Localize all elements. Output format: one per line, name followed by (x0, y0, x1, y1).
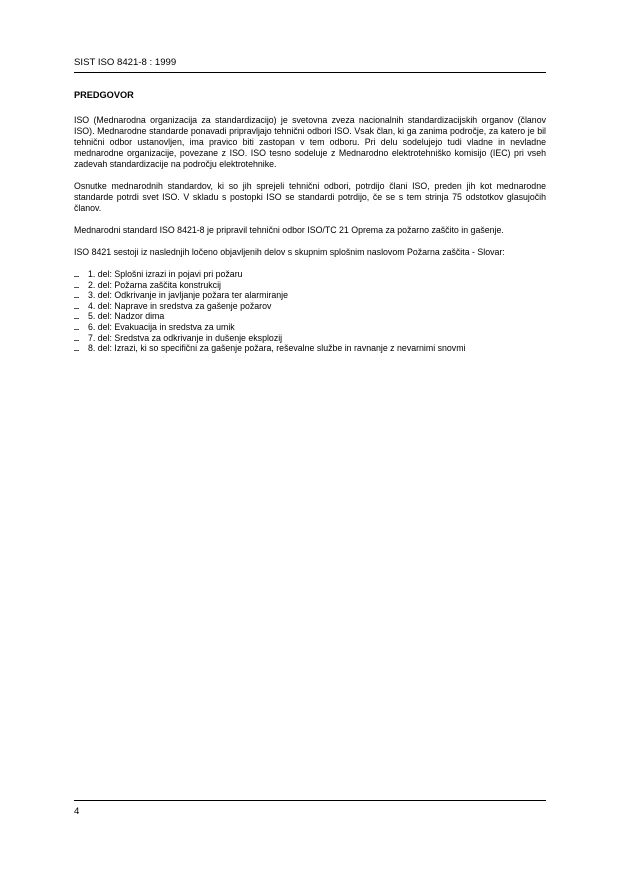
document-header: SIST ISO 8421-8 : 1999 (74, 57, 177, 68)
header-divider (74, 72, 546, 73)
paragraph-iso-intro: ISO (Mednarodna organizacija za standardizacijo) je svetovna zveza nacionalnih standardizacijskih organov (članov ISO). Mednarodne standarde ponavadi pripravljajo tehnični odbori ISO. Vsak član, ki ga zanima področje, za katero je bil tehnični odbor ustanovljen, ima pravico biti zastopan v tem odboru. Pri delu sodelujejo tudi vladne in nevladne mednarodne organizacije, povezane z ISO. ISO tesno sodeluje z Mednarodno elektrotehniško komisijo (IEC) pri vseh zadevah standardizacije na področju elektrotehnike. (74, 115, 546, 169)
list-item (74, 311, 546, 322)
list-item-text: 5. del: Nadzor dima (88, 311, 165, 322)
parts-list (74, 269, 546, 354)
dash-bullet-icon (74, 280, 88, 291)
paragraph-approval: Osnutke mednarodnih standardov, ki so jih sprejeli tehnični odbori, potrdijo člani ISO, preden jih kot mednarodne standarde potrdi svet ISO. V skladu s postopki ISO se standardi potrdijo, če se s tem strinja 75 odstotkov glasujočih članov. (74, 181, 546, 213)
list-item-text: 8. del: Izrazi, ki so specifični za gašenje požara, reševalne službe in ravnanje z nevarnimi snovmi (88, 343, 466, 354)
list-item-text: 7. del: Sredstva za odkrivanje in dušenje eksplozij (88, 332, 283, 343)
list-item (74, 301, 546, 312)
page-number: 4 (74, 806, 80, 817)
foreword-section (74, 90, 546, 354)
dash-bullet-icon (74, 343, 88, 354)
list-item-text: 3. del: Odkrivanje in javljanje požara ter alarmiranje (88, 290, 288, 301)
list-item-text: 4. del: Naprave in sredstva za gašenje požarov (88, 300, 272, 311)
paragraph-parts-intro: ISO 8421 sestoji iz naslednjih ločeno objavljenih delov s skupnim splošnim naslovom Požarna zaščita - Slovar: (74, 247, 505, 257)
list-item (74, 333, 546, 344)
list-item-text: 1. del: Splošni izrazi in pojavi pri požaru (88, 269, 243, 279)
list-item (74, 269, 546, 280)
dash-bullet-icon (74, 269, 88, 280)
section-heading: PREDGOVOR (74, 90, 134, 100)
list-item-text: 6. del: Evakuacija in sredstva za umik (88, 321, 235, 332)
list-item (74, 280, 546, 291)
list-item-text: 2. del: Požarna zaščita konstrukcij (88, 279, 221, 290)
list-item (74, 343, 546, 354)
list-item (74, 322, 546, 333)
dash-bullet-icon (74, 311, 88, 322)
dash-bullet-icon (74, 333, 88, 344)
paragraph-committee: Mednarodni standard ISO 8421-8 je pripravil tehnični odbor ISO/TC 21 Oprema za požarno zaščito in gašenje. (74, 225, 504, 235)
dash-bullet-icon (74, 290, 88, 301)
dash-bullet-icon (74, 322, 88, 333)
list-item (74, 290, 546, 301)
dash-bullet-icon (74, 301, 88, 312)
footer-divider (74, 800, 546, 801)
